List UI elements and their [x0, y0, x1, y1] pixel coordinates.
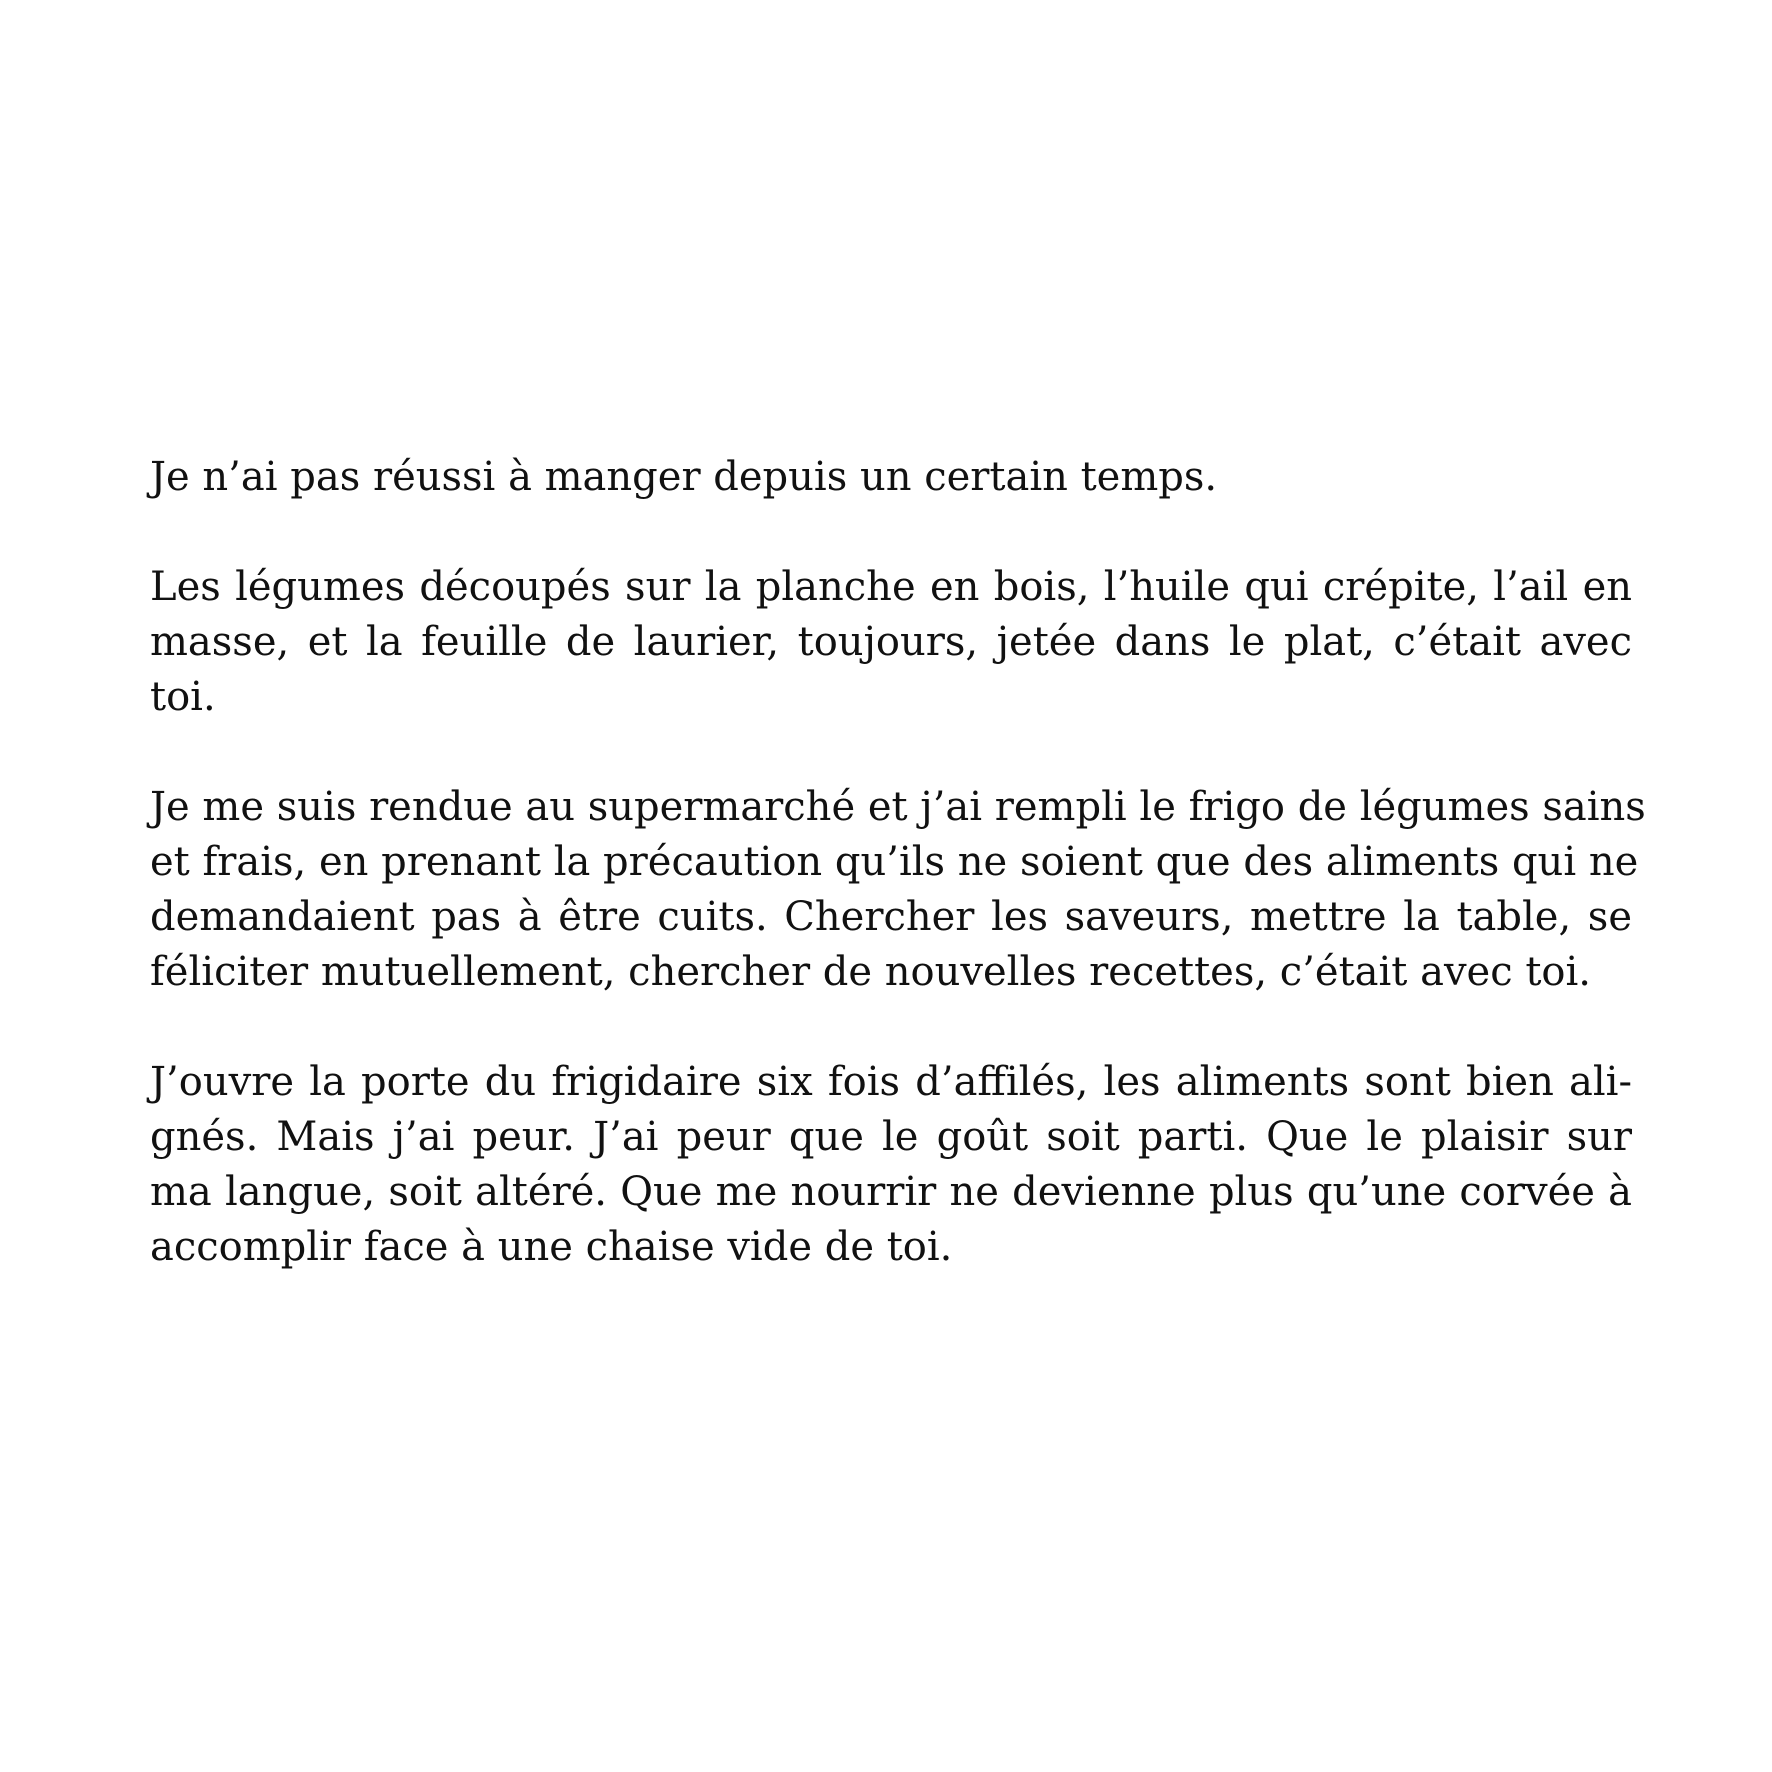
text-line: Les légumes découpés sur la planche en bois, l’huile qui crépite, l’ail en [150, 564, 1632, 610]
text-line: et frais, en prenant la précaution qu’ils ne soient que des aliments qui ne [150, 839, 1639, 885]
paragraph-3 [150, 780, 1646, 1000]
text-line: J’ouvre la porte du frigidaire six fois d’affilés, les aliments sont bien ali- [150, 1059, 1632, 1105]
text-body [150, 450, 1646, 1275]
text-line: féliciter mutuellement, chercher de nouvelles recettes, c’était avec toi. [150, 949, 1591, 995]
text-line: demandaient pas à être cuits. Chercher les saveurs, mettre la table, se [150, 894, 1632, 940]
paragraph-4 [150, 1055, 1632, 1275]
text-line: ma langue, soit altéré. Que me nourrir ne devienne plus qu’une corvée à [150, 1169, 1632, 1215]
text-line: Je me suis rendue au supermarché et j’ai rempli le frigo de légumes sains [150, 784, 1646, 830]
text-line: toi. [150, 674, 216, 720]
paragraph-2 [150, 560, 1632, 725]
text-line: masse, et la feuille de laurier, toujours, jetée dans le plat, c’était avec [150, 619, 1632, 665]
text-line: gnés. Mais j’ai peur. J’ai peur que le goût soit parti. Que le plaisir sur [150, 1114, 1632, 1160]
text-line: accomplir face à une chaise vide de toi. [150, 1224, 953, 1270]
paragraph-1 [150, 450, 1632, 505]
text-line: Je n’ai pas réussi à manger depuis un certain temps. [150, 454, 1218, 500]
